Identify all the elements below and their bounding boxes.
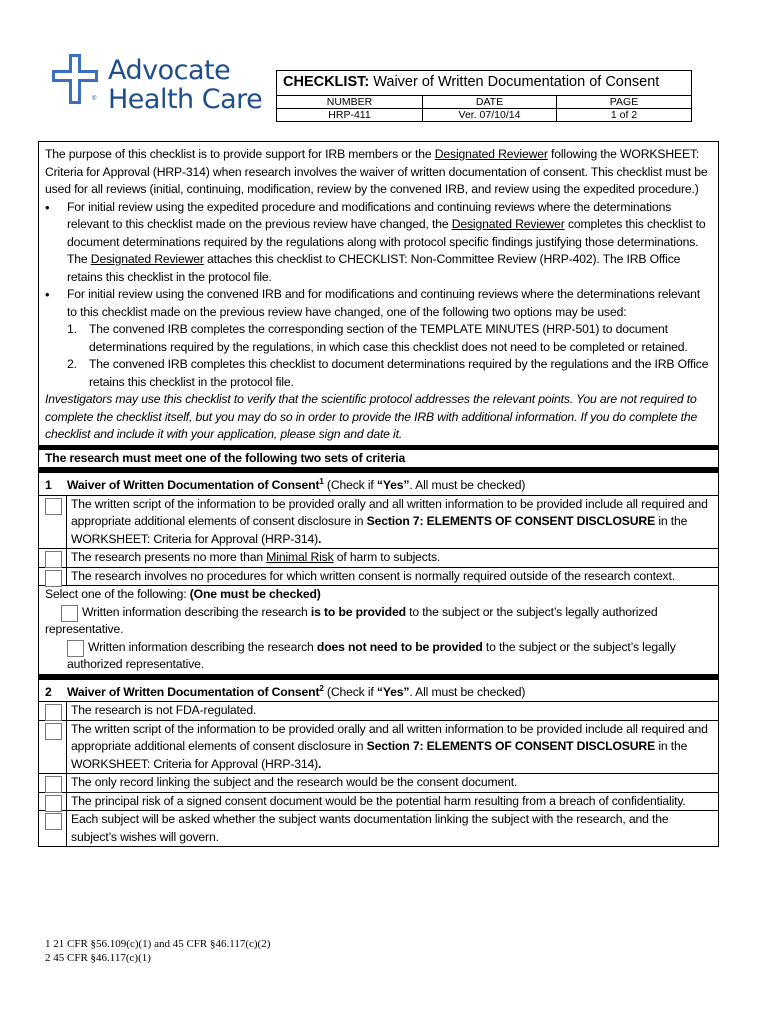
date-label: DATE — [423, 96, 557, 109]
bullet-convened: • For initial review using the convened IRB and for modifications and continuing reviews where the determinations relevant to this checklist made on the previous review have changed, one of the following two options may be used: — [45, 286, 712, 321]
s1-option-not-provided-checkbox[interactable] — [67, 640, 84, 657]
s1-select-instruction: Select one of the following: (One must be checked) — [45, 587, 321, 602]
option-2: 2. The convened IRB completes this checklist to document determinations required by the regulations and the IRB Office retains this checklist in the protocol file. — [67, 357, 709, 389]
logo-trademark: ® — [92, 96, 97, 102]
page-label: PAGE — [557, 96, 691, 109]
s1-item-3-checkbox[interactable] — [45, 570, 62, 587]
s1-option-not-provided: Written information describing the research does not need to be provided to the subject or the subject’s legally authorized representative. — [67, 639, 676, 672]
footnote-2: 2 45 CFR §46.117(c)(1) — [45, 952, 151, 964]
logo-wordmark: Advocate Health Care — [108, 55, 263, 115]
footnote-1: 1 21 CFR §56.109(c)(1) and 45 CFR §46.117(c)(2) — [45, 938, 271, 950]
document-header — [276, 70, 692, 122]
s2-item-2: The written script of the information to be provided orally and all written information to be provided include all required and appropriate additional elements of consent disclosure in Section 7: ELEMENTS OF CONSENT DISCLOSURE in the WORKSHEET: Criteria for Approval (HRP-314). — [39, 721, 718, 775]
number-label: NUMBER — [277, 96, 423, 109]
bullet-expedited: • For initial review using the expedited procedure and modifications and continuing reviews where the determinations relevant to this checklist made on the previous review have changed, the Designated Reviewer completes this checklist to document determinations required by the regulations along with protocol specific findings justifying those determinations. The Designated Reviewer attaches this checklist to CHECKLIST: Non-Committee Review (HRP-402). The IRB Office retains this checklist in the protocol file. — [45, 199, 712, 287]
s1-item-1-checkbox[interactable] — [45, 498, 62, 515]
s2-item-3: The only record linking the subject and the research would be the consent document. — [39, 774, 718, 793]
s2-item-5: Each subject will be asked whether the subject wants documentation linking the subject with the research, and the subject’s wishes will govern. — [39, 811, 718, 847]
footnotes — [45, 937, 270, 965]
page-value: 1 of 2 — [610, 109, 638, 121]
s2-item-5-checkbox[interactable] — [45, 813, 62, 830]
intro-paragraph: The purpose of this checklist is to provide support for IRB members or the Designated Reviewer following the WORKSHEET: Criteria for Approval (HRP-314) when research involves the waiver of written documentation of consent. This checklist must be used for all reviews (initial, continuing, modification, review by the convened IRB, and review using the expedited procedure.) — [45, 147, 708, 196]
number-value: HRP-411 — [277, 109, 423, 121]
date-value: Ver. 07/10/14 — [423, 109, 557, 121]
criteria-heading: The research must meet one of the following two sets of criteria — [39, 450, 718, 469]
s2-item-1: The research is not FDA-regulated. — [39, 702, 718, 721]
s2-item-4-checkbox[interactable] — [45, 795, 62, 812]
intro-section — [39, 142, 718, 444]
section-1-title: 1 Waiver of Written Documentation of Consent$^1$ (Check if “Yes”. All must be checked) — [39, 473, 718, 496]
advocate-logo — [52, 52, 272, 122]
s1-option-provided-checkbox[interactable] — [61, 605, 78, 622]
s2-item-1-checkbox[interactable] — [45, 704, 62, 721]
s1-item-2: The research presents no more than Minimal Risk of harm to subjects. — [39, 549, 718, 568]
checklist-body — [38, 141, 719, 847]
s1-item-3: The research involves no procedures for which written consent is normally required outside of the research context. — [39, 568, 718, 587]
document-title: CHECKLIST: Waiver of Written Documentation of Consent — [277, 71, 691, 96]
s2-item-2-checkbox[interactable] — [45, 723, 62, 740]
investigator-note: Investigators may use this checklist to verify that the scientific protocol addresses the relevant points. You are not required to complete the checklist itself, but you may do so in order to provide the IRB with additional information. If you do complete the checklist and include it with your application, please sign and date it. — [45, 392, 698, 441]
s2-item-3-checkbox[interactable] — [45, 776, 62, 793]
s1-select-group — [39, 586, 718, 675]
section-2-title: 2 Waiver of Written Documentation of Consent$^2$ (Check if “Yes”. All must be checked) — [39, 680, 718, 703]
s1-item-2-checkbox[interactable] — [45, 551, 62, 568]
s1-option-provided: Written information describing the research is to be provided to the subject or the subject’s legally authorized representative. — [45, 604, 658, 637]
s2-item-4: The principal risk of a signed consent document would be the potential harm resulting from a breach of confidentiality. — [39, 793, 718, 812]
s1-item-1: The written script of the information to be provided orally and all written information to be provided include all required and appropriate additional elements of consent disclosure in Section 7: ELEMENTS OF CONSENT DISCLOSURE in the WORKSHEET: Criteria for Approval (HRP-314). — [39, 496, 718, 550]
option-1: 1. The convened IRB completes the corresponding section of the TEMPLATE MINUTES (HRP-501) to document determinations required by the regulations, in which case this checklist does not need to be completed or retained. — [67, 322, 688, 354]
